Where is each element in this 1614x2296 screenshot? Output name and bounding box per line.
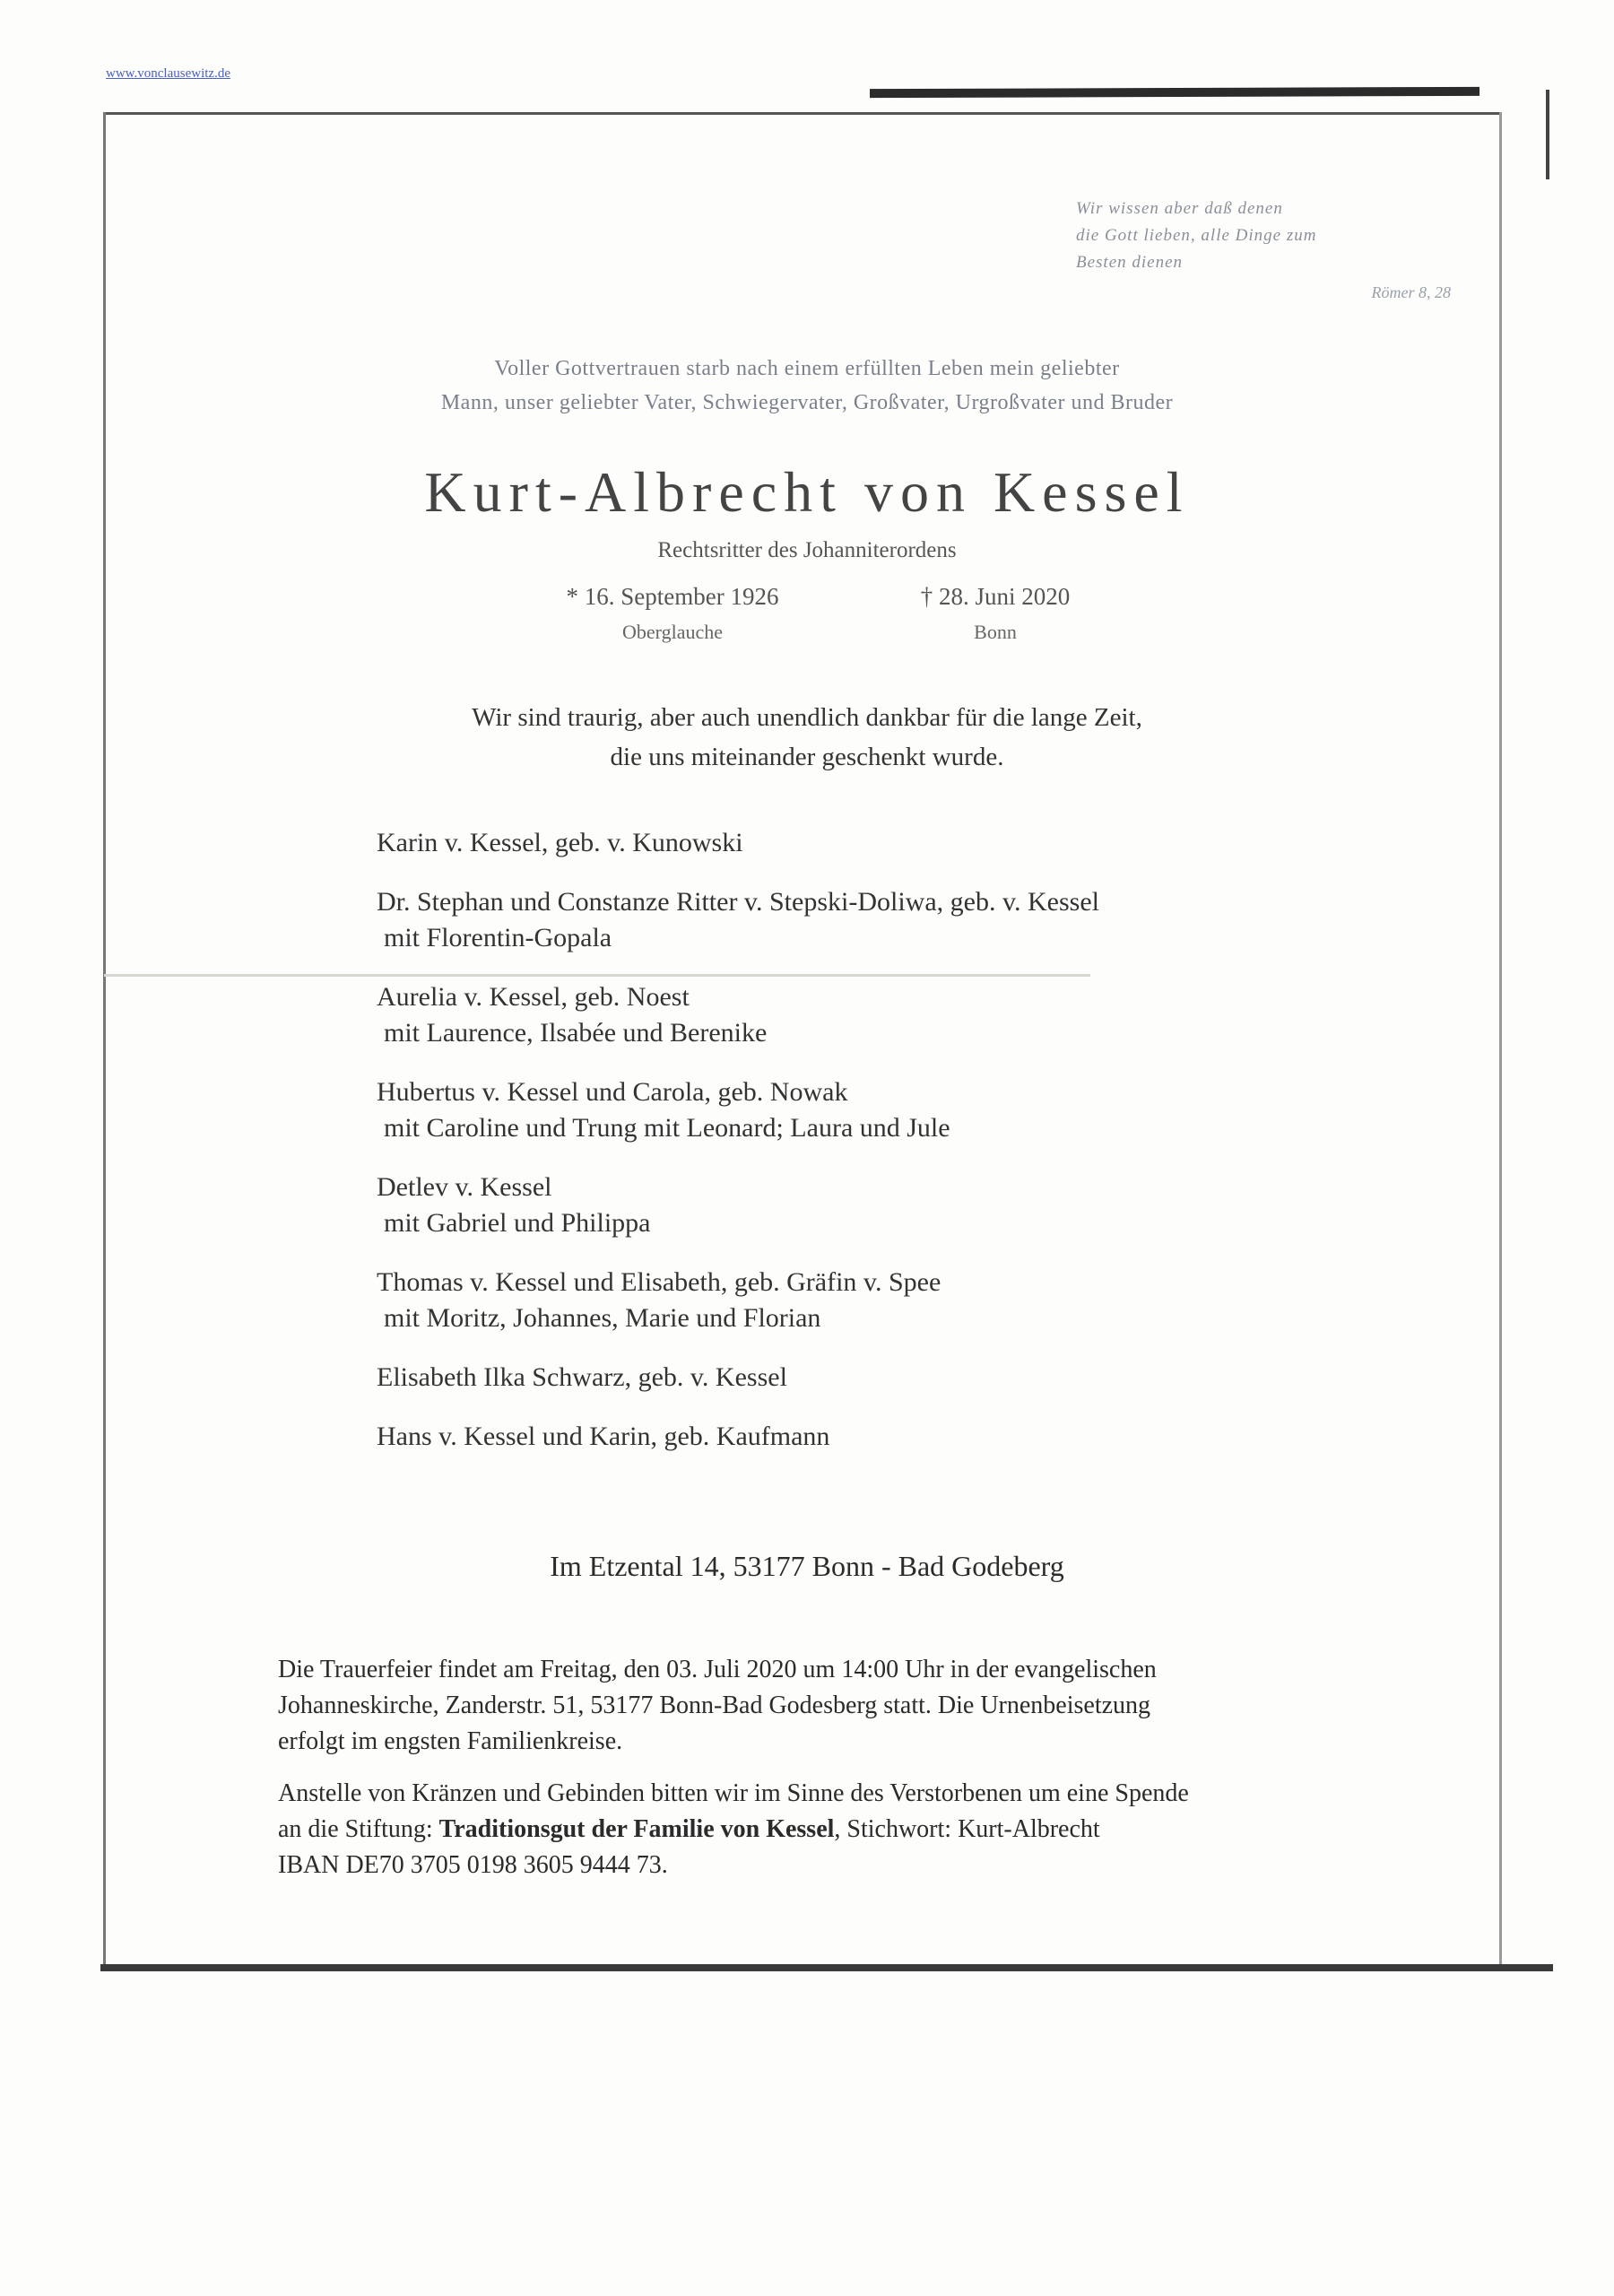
mourner-entry: [377, 1170, 1318, 1241]
death-date: † 28. Juni 2020: [920, 583, 1071, 610]
intro-line: Mann, unser geliebter Vater, Schwiegervater, Großvater, Urgroßvater und Bruder: [440, 391, 1174, 414]
mourner-entry: [377, 825, 1318, 861]
mourner-name: Thomas v. Kessel und Elisabeth, geb. Gräfin v. Spee: [377, 1267, 941, 1297]
scan-edge-bar: [870, 87, 1480, 98]
mourner-entry: [377, 884, 1318, 956]
death-place: Bonn: [974, 621, 1017, 643]
quote-line: Wir sind traurig, aber auch unendlich dankbar für die lange Zeit,: [472, 703, 1142, 732]
mourner-name: Hubertus v. Kessel und Carola, geb. Nowak: [377, 1077, 848, 1107]
donation-text: Anstelle von Kränzen und Gebinden bitten wir im Sinne des Verstorbenen um eine Spende: [278, 1779, 1189, 1807]
mourner-entry: [377, 1265, 1318, 1336]
mourner-name: Detlev v. Kessel: [377, 1172, 552, 1202]
bible-verse: [1076, 196, 1453, 276]
mourner-children: mit Gabriel und Philippa: [384, 1208, 651, 1238]
frame-top-border: [103, 112, 1502, 115]
mourner-entry: [377, 1419, 1318, 1455]
frame-left-border: [103, 112, 106, 1964]
intro-text: [269, 352, 1345, 420]
foundation-name: Traditionsgut der Familie von Kessel: [438, 1815, 835, 1843]
mourner-children: mit Laurence, Ilsabée und Berenike: [384, 1018, 768, 1048]
mourners-list: [377, 825, 1318, 1478]
deceased-name: Kurt-Albrecht von Kessel: [424, 460, 1190, 524]
frame-right-border: [1499, 112, 1502, 1964]
birth-date: * 16. September 1926: [566, 583, 779, 610]
funeral-text: Johanneskirche, Zanderstr. 51, 53177 Bonn-Bad Godesberg statt. Die Urnenbeisetzung: [278, 1692, 1151, 1719]
donation-paragraph: [278, 1776, 1408, 1883]
mourner-name: Elisabeth Ilka Schwarz, geb. v. Kessel: [377, 1362, 787, 1392]
mourner-entry: [377, 979, 1318, 1051]
mourner-entry: [377, 1360, 1318, 1396]
mourner-name: Dr. Stephan und Constanze Ritter v. Stepski-Doliwa, geb. v. Kessel: [377, 887, 1099, 917]
quote-line: die uns miteinander geschenkt wurde.: [610, 743, 1004, 771]
verse-line: die Gott lieben, alle Dinge zum: [1076, 226, 1317, 245]
verse-reference: Römer 8, 28: [1371, 283, 1451, 301]
birth-place: Oberglauche: [622, 621, 723, 643]
funeral-paragraph: [278, 1652, 1408, 1760]
frame-bottom-border: [100, 1964, 1553, 1971]
mourner-entry: [377, 1074, 1318, 1146]
donation-text: , Stichwort: Kurt-Albrecht: [834, 1815, 1100, 1843]
mourner-children: mit Florentin-Gopala: [384, 923, 612, 952]
mourner-name: Aurelia v. Kessel, geb. Noest: [377, 982, 690, 1012]
funeral-text: erfolgt im engsten Familienkreise.: [278, 1727, 623, 1755]
verse-line: Wir wissen aber daß denen: [1076, 199, 1283, 218]
deceased-title: Rechtsritter des Johanniterordens: [657, 538, 957, 562]
mourner-children: mit Caroline und Trung mit Leonard; Laura und Jule: [384, 1113, 950, 1143]
funeral-text: Die Trauerfeier findet am Freitag, den 03. Juli 2020 um 14:00 Uhr in der evangelischen: [278, 1656, 1157, 1683]
condolence-quote: [269, 698, 1345, 777]
donation-text: an die Stiftung:: [278, 1815, 439, 1843]
iban-text: IBAN DE70 3705 0198 3605 9444 73.: [278, 1851, 668, 1879]
family-address: Im Etzental 14, 53177 Bonn - Bad Godeberg: [550, 1550, 1064, 1582]
verse-line: Besten dienen: [1076, 253, 1184, 272]
mourner-children: mit Moritz, Johannes, Marie und Florian: [384, 1303, 821, 1333]
mourner-name: Hans v. Kessel und Karin, geb. Kaufmann: [377, 1422, 830, 1451]
mourner-name: Karin v. Kessel, geb. v. Kunowski: [377, 828, 743, 857]
scan-edge-mark: [1546, 90, 1549, 179]
website-link[interactable]: www.vonclausewitz.de: [106, 66, 230, 81]
funeral-details: [278, 1652, 1408, 1900]
intro-line: Voller Gottvertrauen starb nach einem erfüllten Leben mein geliebter: [494, 357, 1120, 380]
